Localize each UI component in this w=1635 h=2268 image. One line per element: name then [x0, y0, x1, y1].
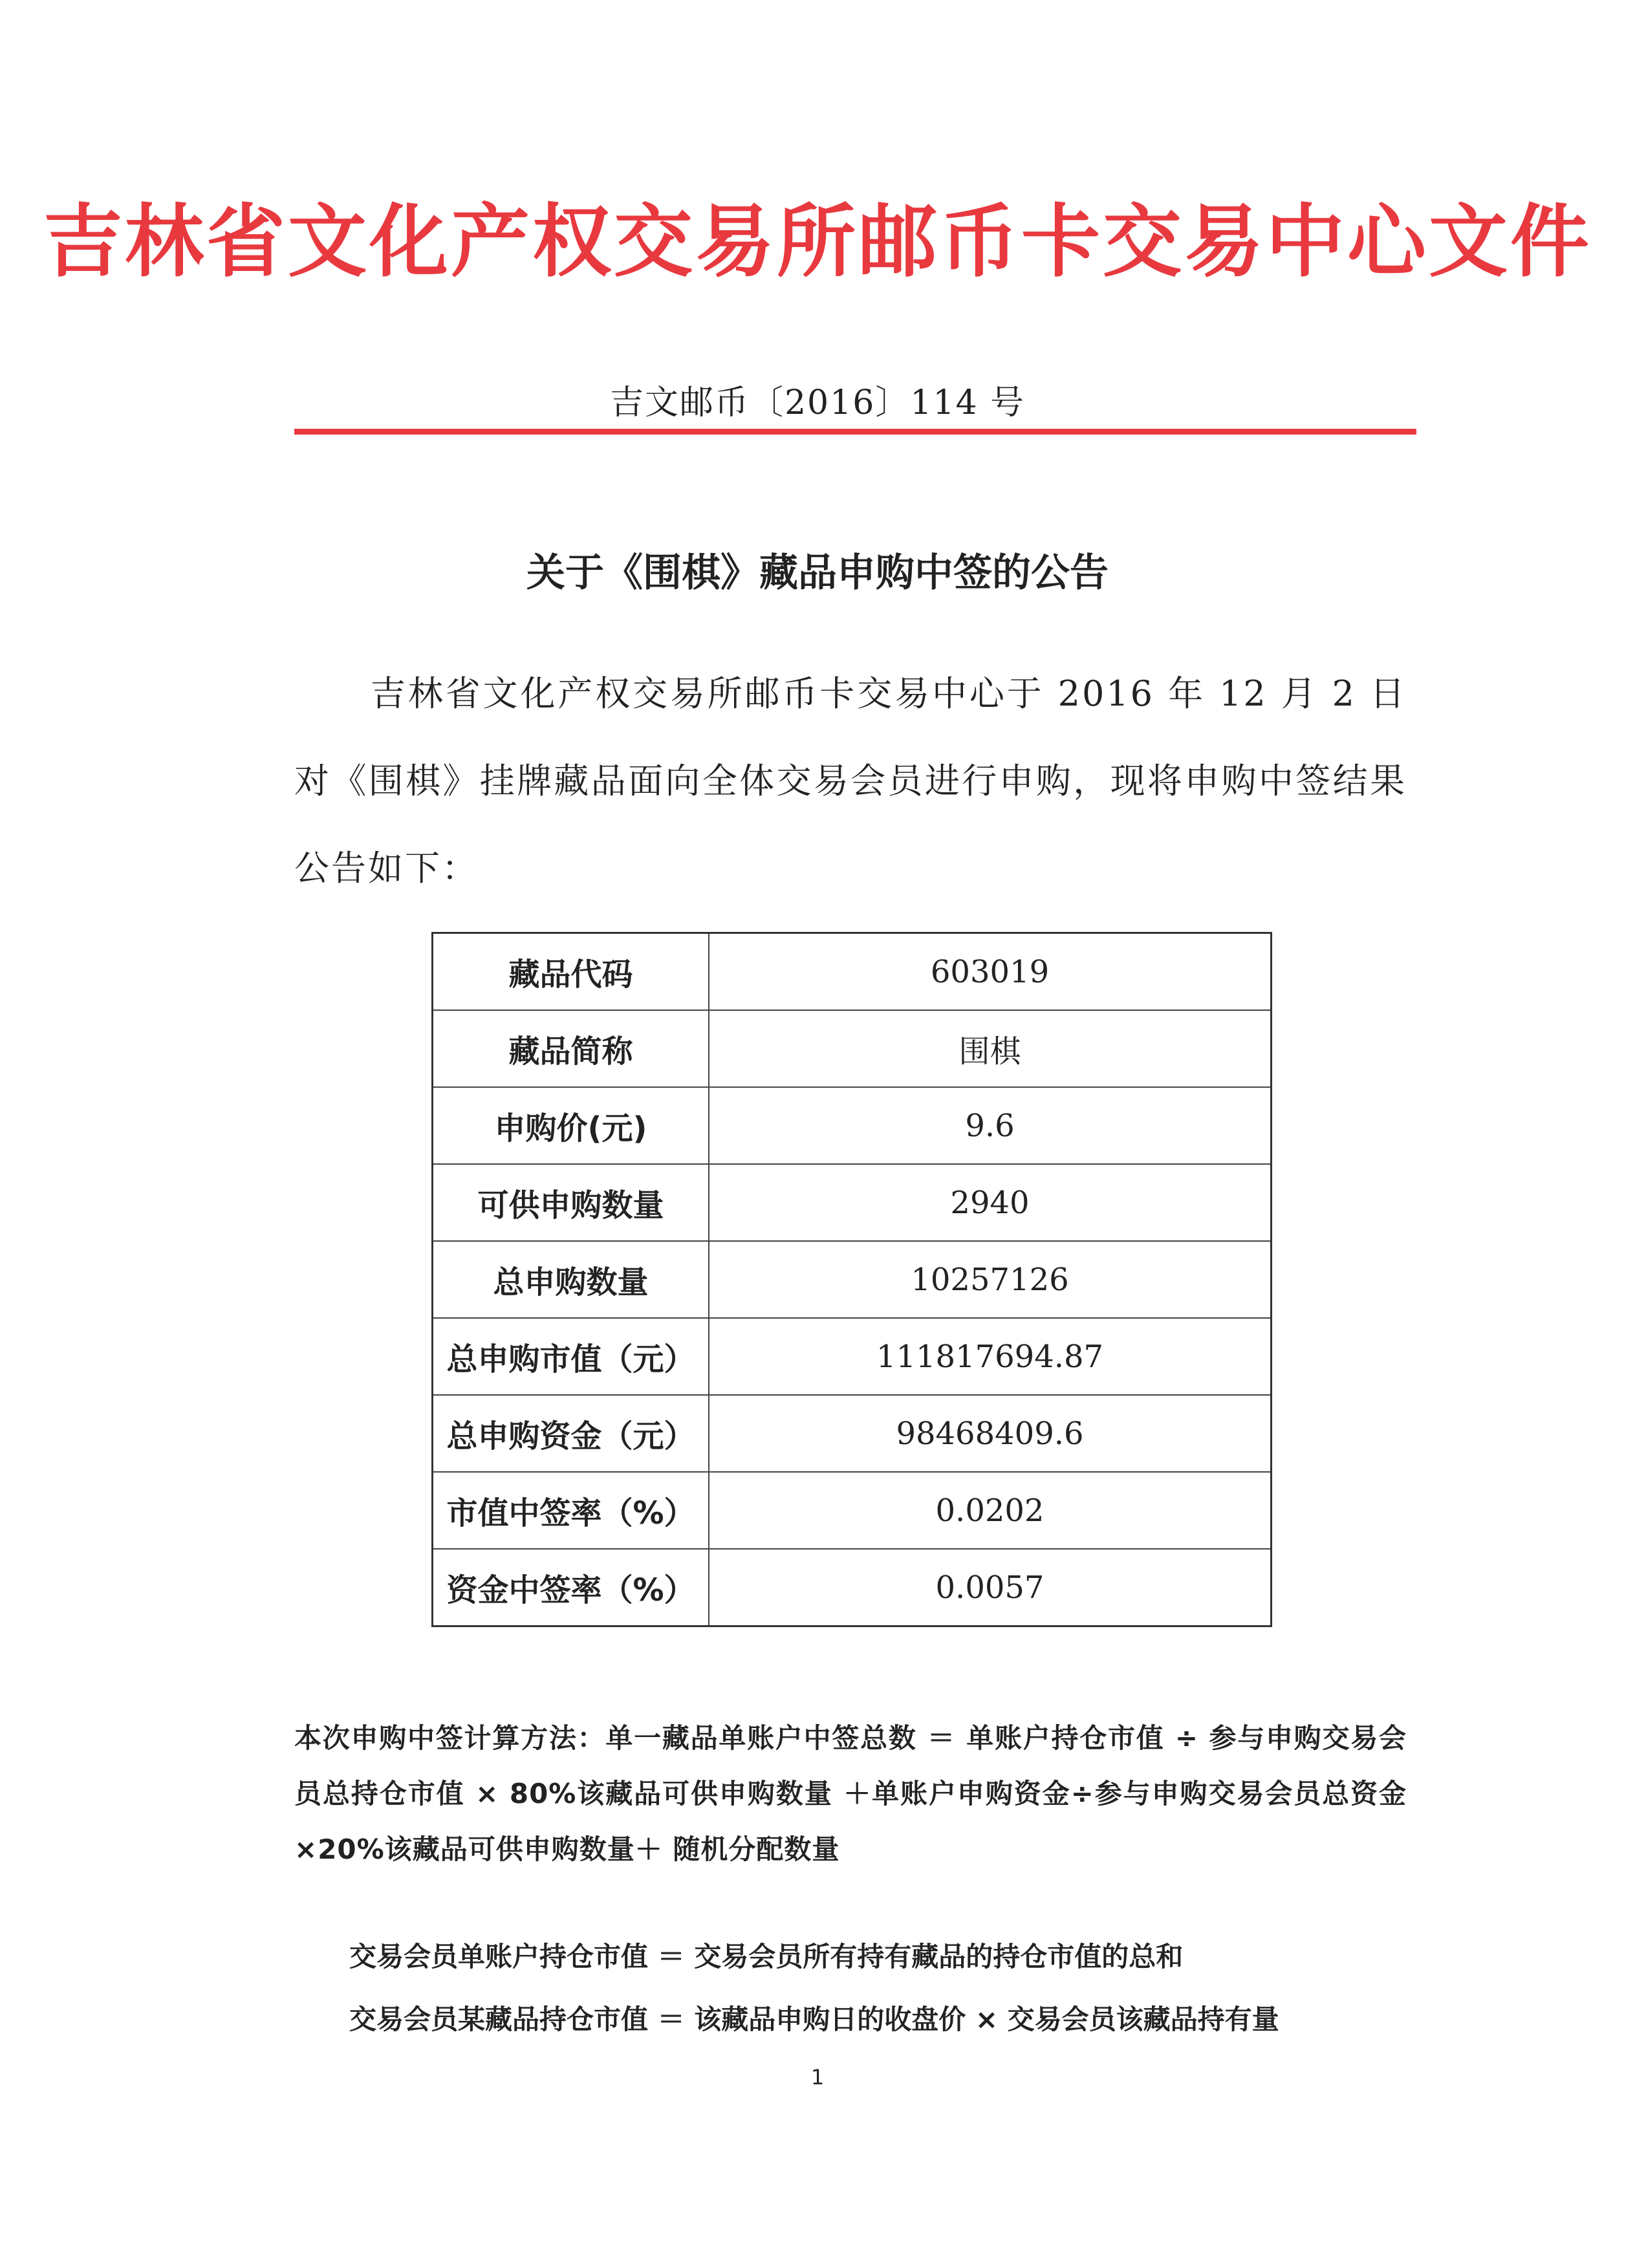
- table-row-label: 申购价(元): [433, 1087, 709, 1164]
- table-row-value: 0.0057: [709, 1549, 1272, 1626]
- table-row: [433, 1472, 1272, 1549]
- table-row: [433, 1395, 1272, 1472]
- table-row-label: 藏品代码: [433, 933, 709, 1011]
- table-row-label: 总申购数量: [433, 1241, 709, 1318]
- table-row: [433, 1087, 1272, 1164]
- document-number: 吉文邮币〔2016〕114 号: [609, 383, 1026, 422]
- table-row-label: 市值中签率（%）: [433, 1472, 709, 1549]
- table-row-value: 9.6: [709, 1087, 1272, 1164]
- notice-body-paragraph: 吉林省文化产权交易所邮币卡交易中心于 2016 年 12 月 2 日对《围棋》挂牌藏品面向全体交易会员进行申购，现将申购中签结果公告如下：: [294, 673, 1407, 889]
- table-row: [433, 1241, 1272, 1318]
- table-row-value: 0.0202: [709, 1472, 1272, 1549]
- document-header-title: 吉林省文化产权交易所邮币卡交易中心文件: [43, 195, 1592, 288]
- subscription-result-table: [431, 932, 1272, 1627]
- table-row-value: 98468409.6: [709, 1395, 1272, 1472]
- table-row-label: 可供申购数量: [433, 1164, 709, 1241]
- table-row-value: 603019: [709, 933, 1272, 1011]
- table-row-value: 围棋: [709, 1010, 1272, 1087]
- table-row-label: 藏品简称: [433, 1010, 709, 1087]
- table-row-label: 资金中签率（%）: [433, 1549, 709, 1626]
- table-row: [433, 1318, 1272, 1395]
- table-row: [433, 933, 1272, 1011]
- table-row-value: 111817694.87: [709, 1318, 1272, 1395]
- calculation-method-text: 本次申购中签计算方法：单一藏品单账户中签总数 ＝ 单账户持仓市值 ÷ 参与申购交易会员总持仓市值 × 80%该藏品可供申购数量 ＋单账户申购资金÷参与申购交易会员总资金×20%该藏品可供申购数量＋ 随机分配数量: [294, 1722, 1407, 1865]
- table-row-value: 10257126: [709, 1241, 1272, 1318]
- table-row-value: 2940: [709, 1164, 1272, 1241]
- definition-account-market-value: 交易会员单账户持仓市值 ＝ 交易会员所有持有藏品的持仓市值的总和: [349, 1941, 1184, 1972]
- table-row: [433, 1549, 1272, 1626]
- table-row: [433, 1010, 1272, 1087]
- table-row-label: 总申购市值（元）: [433, 1318, 709, 1395]
- header-red-divider: [294, 429, 1416, 435]
- table-row: [433, 1164, 1272, 1241]
- notice-title: 关于《围棋》藏品申购中签的公告: [526, 550, 1109, 596]
- definition-item-market-value: 交易会员某藏品持仓市值 ＝ 该藏品申购日的收盘价 × 交易会员该藏品持有量: [349, 2003, 1279, 2035]
- page-number: 1: [810, 2065, 825, 2090]
- table-row-label: 总申购资金（元）: [433, 1395, 709, 1472]
